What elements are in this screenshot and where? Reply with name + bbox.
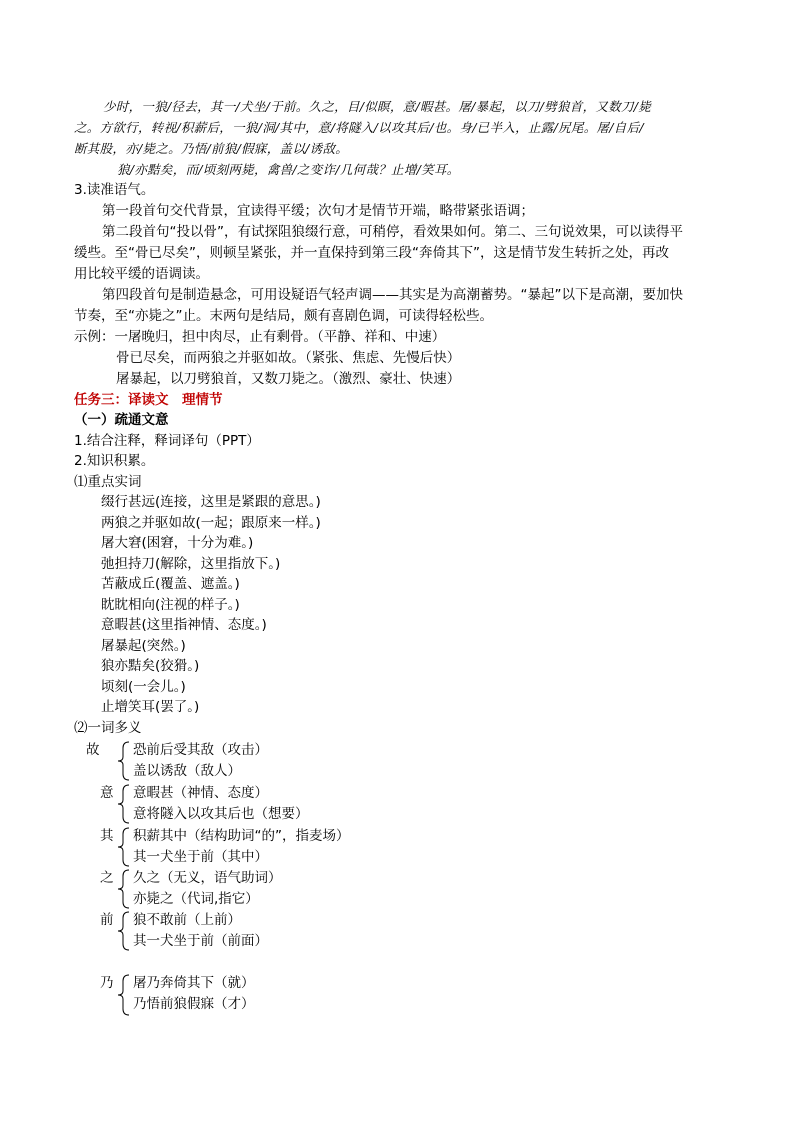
task3-item-2: 2.知识积累。 (74, 453, 155, 469)
shici-item: 屠大窘(困窘，十分为难。) (101, 535, 254, 551)
shici-item: 顷刻(一会儿。) (101, 679, 186, 695)
duoyi-item: 久之（无义，语气助词） (133, 870, 282, 886)
brace-icon (117, 741, 131, 781)
reading-line-1: 少时，一狼/径去，其一/犬坐/于前。久之，目/似瞑，意/暇甚。屠/暴起，以刀/劈狼首，又数刀/毙 (103, 99, 652, 114)
duoyi-word: 其 (100, 828, 114, 844)
duoyi-word: 之 (100, 870, 114, 886)
example-line-1: 示例：一屠晚归，担中肉尽，止有剩骨。（平静、祥和、中速） (74, 329, 446, 345)
shici-item: 弛担持刀(解除，这里指放下。) (101, 556, 281, 572)
duoyi-item: 其一犬坐于前（前面） (133, 933, 268, 949)
duoyi-word: 乃 (100, 975, 114, 991)
shici-heading: ⑴重点实词 (74, 474, 142, 490)
duoyi-item: 其一犬坐于前（其中） (133, 849, 268, 865)
duoyi-word: 前 (100, 912, 114, 928)
example-line-2: 骨已尽矣，而两狼之并驱如故。（紧张、焦虑、先慢后快） (116, 350, 461, 366)
shici-item: 止增笑耳(罢了。) (101, 699, 200, 715)
section3-paragraph-3-line-2: 节奏，至“亦毙之”止。末两句是结局，颇有喜剧色调，可读得轻松些。 (74, 308, 493, 324)
brace-icon (117, 974, 131, 1016)
task3-title: 任务三：译读文 理情节 (74, 392, 223, 408)
section3-paragraph-2-line-1: 第二段首句“投以骨”，有试探阻狼缀行意，可稍停，看效果如何。第二、三句说效果，可以读得平 (102, 224, 683, 240)
section3-paragraph-2-line-2: 缓些。至“骨已尽矣”，则顿呈紧张，并一直保持到第三段“奔倚其下”，这是情节发生转折之处，再改 (74, 245, 669, 261)
section3-paragraph-2-line-3: 用比较平缓的语调读。 (74, 266, 209, 282)
reading-line-2: 之。方欲行，转视/积薪后，一狼/洞/其中，意/将隧入/以攻其后/也。身/已半入，止露/尻尾。屠/自后/ (74, 120, 644, 135)
duoyi-heading: ⑵一词多义 (74, 720, 142, 736)
section3-paragraph-3-line-1: 第四段首句是制造悬念，可用设疑语气轻声调——其实是为高潮蓄势。“暴起”以下是高潮，要加快 (102, 287, 683, 303)
duoyi-item: 恐前后受其敌（攻击） (133, 742, 268, 758)
duoyi-word: 故 (86, 742, 100, 758)
duoyi-item: 狼不敢前（上前） (133, 912, 241, 928)
duoyi-word: 意 (100, 785, 114, 801)
duoyi-item: 乃悟前狼假寐（才） (133, 996, 255, 1012)
brace-icon (117, 827, 131, 867)
task3-subheading: （一）疏通文意 (74, 412, 169, 428)
brace-icon (117, 911, 131, 951)
shici-item: 两狼之并驱如故(一起；跟原来一样。) (101, 515, 321, 531)
task3-item-1: 1.结合注释，释词译句（PPT） (74, 433, 260, 449)
duoyi-item: 亦毙之（代词,指它） (133, 891, 259, 907)
duoyi-item: 盖以诱敌（敌人） (133, 763, 241, 779)
brace-icon (117, 869, 131, 909)
shici-item: 眈眈相向(注视的样子。) (101, 597, 240, 613)
duoyi-item: 意暇甚（神情、态度） (133, 785, 268, 801)
section3-paragraph-1: 第一段首句交代背景，宜读得平缓；次句才是情节开端，略带紧张语调； (102, 203, 534, 219)
reading-line-3: 断其股，亦/毙之。乃悟/前狼/假寐，盖以/诱敌。 (74, 141, 349, 156)
shici-item: 屠暴起(突然。) (101, 638, 186, 654)
brace-icon (117, 784, 131, 824)
reading-line-4: 狼/亦黠矣，而/顷刻两毙，禽兽/之变诈/几何哉？止增/笑耳。 (117, 162, 460, 177)
shici-item: 缀行甚远(连接，这里是紧跟的意思。) (101, 494, 321, 510)
example-line-3: 屠暴起，以刀劈狼首，又数刀毙之。（激烈、豪壮、快速） (116, 371, 461, 387)
shici-item: 意暇甚(这里指神情、态度。) (101, 617, 267, 633)
duoyi-item: 意将隧入以攻其后也（想要） (133, 806, 309, 822)
section3-heading: 3.读准语气。 (74, 182, 155, 198)
shici-item: 苫蔽成丘(覆盖、遮盖。) (101, 576, 240, 592)
duoyi-item: 屠乃奔倚其下（就） (133, 975, 255, 991)
duoyi-item: 积薪其中（结构助词“的”，指麦场） (133, 828, 350, 844)
shici-item: 狼亦黠矣(狡猾。) (101, 658, 200, 674)
